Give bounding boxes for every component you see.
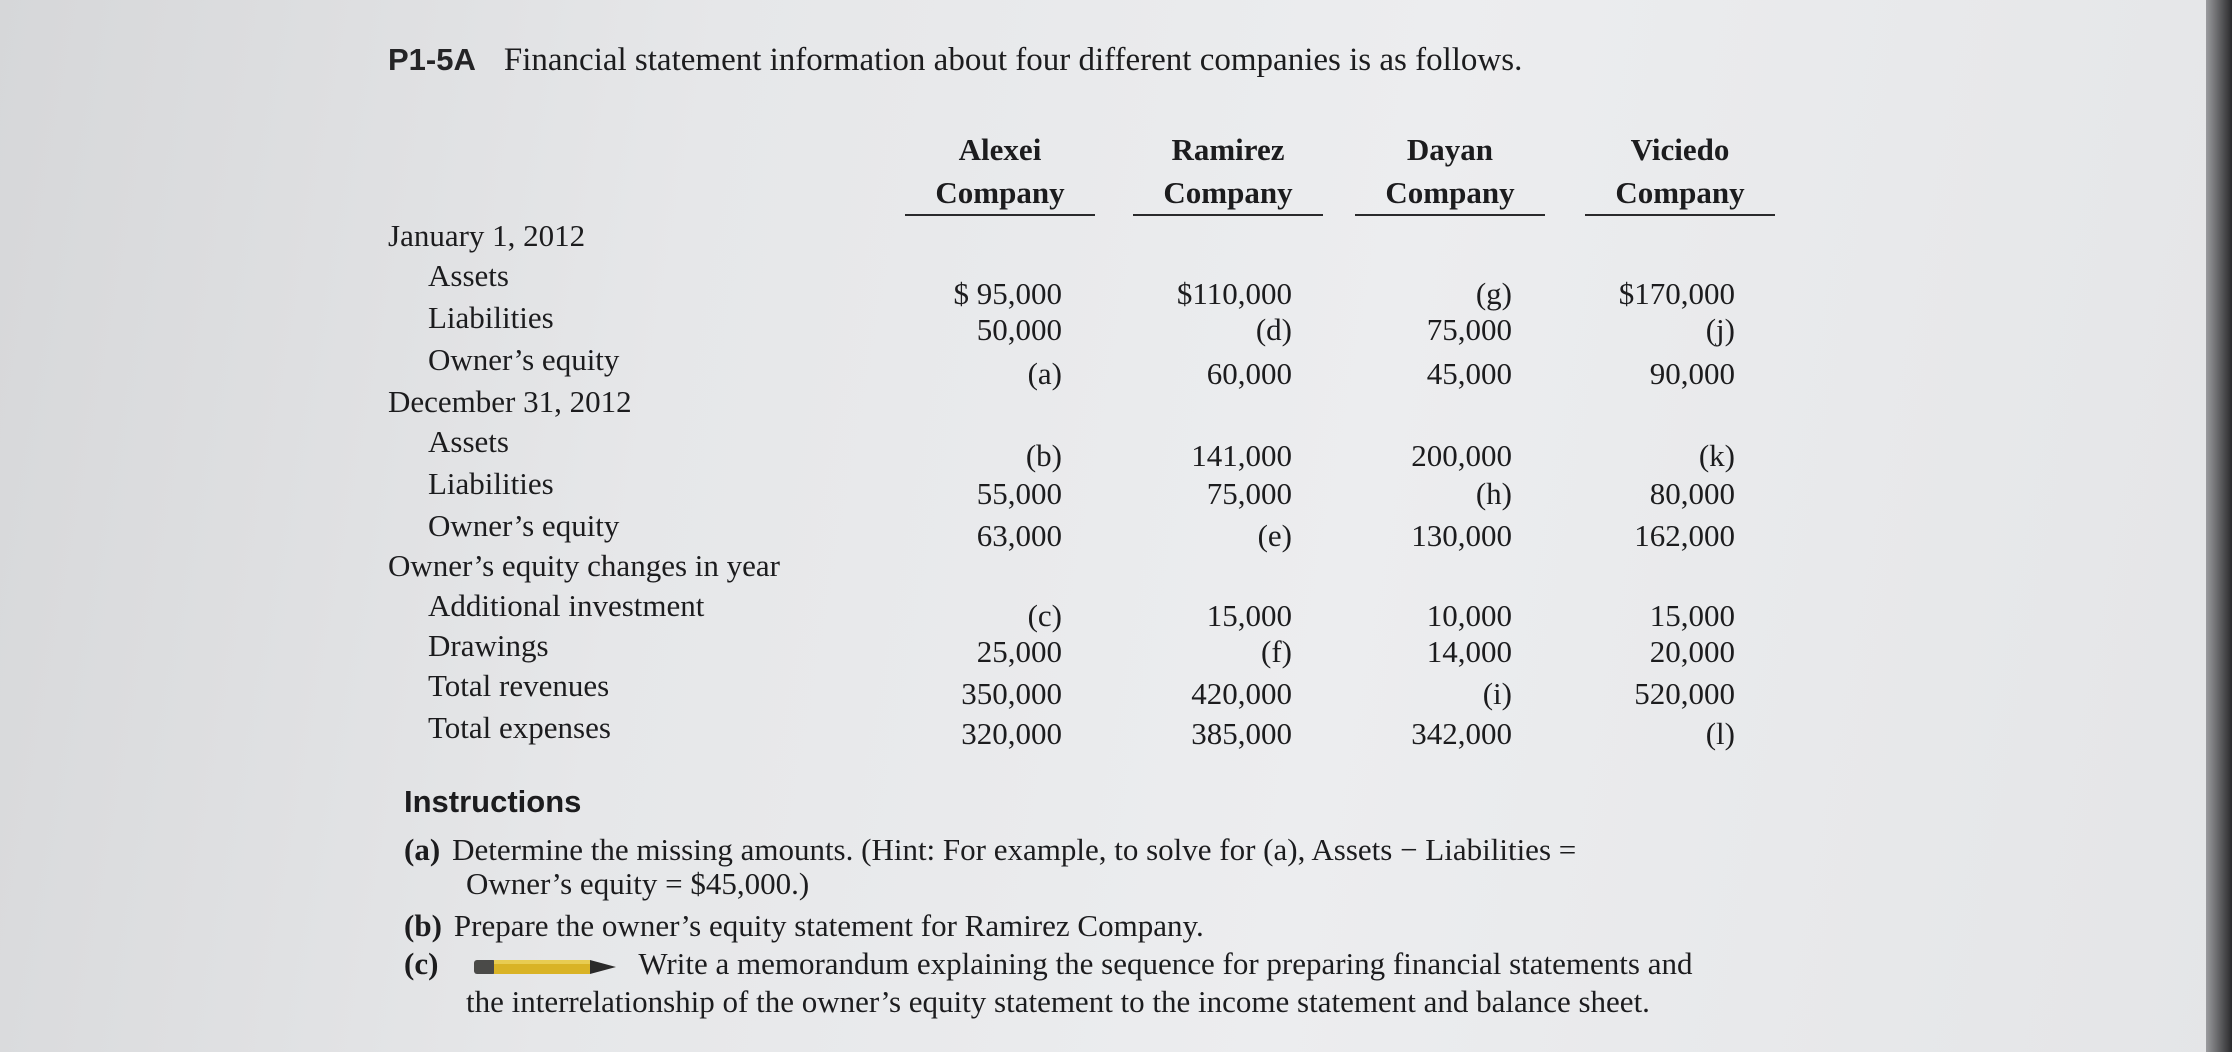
table-cell: 80,000 — [1649, 476, 1735, 511]
table-cell: 63,000 — [976, 518, 1062, 553]
row-label: Assets — [428, 424, 509, 459]
row-label: Owner’s equity — [428, 342, 620, 377]
table-cell: 25,000 — [976, 634, 1062, 669]
row-label: Additional investment — [428, 588, 705, 623]
instruction-b-key: (b) — [404, 908, 442, 943]
instruction-a-key: (a) — [404, 832, 441, 867]
table-cell: (c) — [1027, 598, 1062, 633]
table-cell: 55,000 — [976, 476, 1062, 511]
table-cell: 342,000 — [1411, 716, 1512, 751]
table-cell: (f) — [1261, 634, 1292, 669]
table-cell: 141,000 — [1191, 438, 1292, 473]
row-label: Liabilities — [428, 466, 554, 501]
row-label: Total expenses — [428, 710, 611, 745]
table-cell: 45,000 — [1426, 356, 1512, 391]
column-header-alexei: Alexei Company — [905, 128, 1095, 216]
monitor-edge — [2206, 0, 2232, 1052]
row-label: Assets — [428, 258, 509, 293]
row-label: Liabilities — [428, 300, 554, 335]
table-cell: 20,000 — [1649, 634, 1735, 669]
column-header-dayan: Dayan Company — [1355, 128, 1545, 216]
section-label-jan: January 1, 2012 — [388, 218, 586, 253]
table-cell: $ 95,000 — [953, 276, 1062, 311]
table-cell: 320,000 — [961, 716, 1062, 751]
table-cell: (k) — [1698, 438, 1735, 473]
instruction-c-key: (c) — [404, 946, 439, 981]
table-cell: 200,000 — [1411, 438, 1512, 473]
table-cell: 75,000 — [1206, 476, 1292, 511]
table-cell: (i) — [1482, 676, 1512, 711]
row-label: Total revenues — [428, 668, 610, 703]
table-cell: 75,000 — [1426, 312, 1512, 347]
problem-heading — [388, 42, 1522, 79]
instruction-c-line1: (c) Write a memorandum explaining the sequence for preparing financial statements and — [404, 946, 1693, 981]
table-cell: 520,000 — [1634, 676, 1735, 711]
table-cell: 10,000 — [1426, 598, 1512, 633]
table-cell: (b) — [1025, 438, 1062, 473]
table-cell: 90,000 — [1649, 356, 1735, 391]
instructions-title: Instructions — [404, 784, 582, 819]
table-cell: (j) — [1705, 312, 1735, 347]
table-cell: 14,000 — [1426, 634, 1512, 669]
table-cell: 15,000 — [1206, 598, 1292, 633]
table-cell: (d) — [1255, 312, 1292, 347]
row-label: Owner’s equity — [428, 508, 620, 543]
table-cell: $170,000 — [1618, 276, 1735, 311]
pencil-icon — [470, 957, 620, 977]
problem-code: P1-5A — [388, 42, 476, 77]
table-cell: (a) — [1027, 356, 1062, 391]
problem-intro: Financial statement information about four different companies is as follows. — [503, 42, 1523, 78]
instruction-a-line2: Owner’s equity = $45,000.) — [466, 866, 810, 901]
instruction-c-line2: the interrelationship of the owner’s equity statement to the income statement and balance sheet. — [466, 984, 1650, 1019]
table-cell: $110,000 — [1176, 276, 1292, 311]
section-label-dec: December 31, 2012 — [388, 384, 632, 419]
table-cell: (h) — [1475, 476, 1512, 511]
column-header-viciedo: Viciedo Company — [1585, 128, 1775, 216]
table-cell: 385,000 — [1191, 716, 1292, 751]
table-cell: (l) — [1705, 716, 1735, 751]
table-cell: 350,000 — [961, 676, 1062, 711]
table-cell: 50,000 — [976, 312, 1062, 347]
column-header-ramirez: Ramirez Company — [1133, 128, 1323, 216]
table-cell: (g) — [1475, 276, 1512, 311]
row-label: Drawings — [428, 628, 549, 663]
section-label-changes: Owner’s equity changes in year — [388, 548, 780, 583]
table-cell: 162,000 — [1634, 518, 1735, 553]
table-cell: 420,000 — [1191, 676, 1292, 711]
table-cell: 130,000 — [1411, 518, 1512, 553]
table-cell: 15,000 — [1649, 598, 1735, 633]
instruction-a-line1: (a) Determine the missing amounts. (Hint: For example, to solve for (a), Assets − Liabilities = — [404, 832, 1577, 867]
table-cell: (e) — [1257, 518, 1292, 553]
instruction-b: (b) Prepare the owner’s equity statement for Ramirez Company. — [404, 908, 1204, 943]
table-cell: 60,000 — [1206, 356, 1292, 391]
